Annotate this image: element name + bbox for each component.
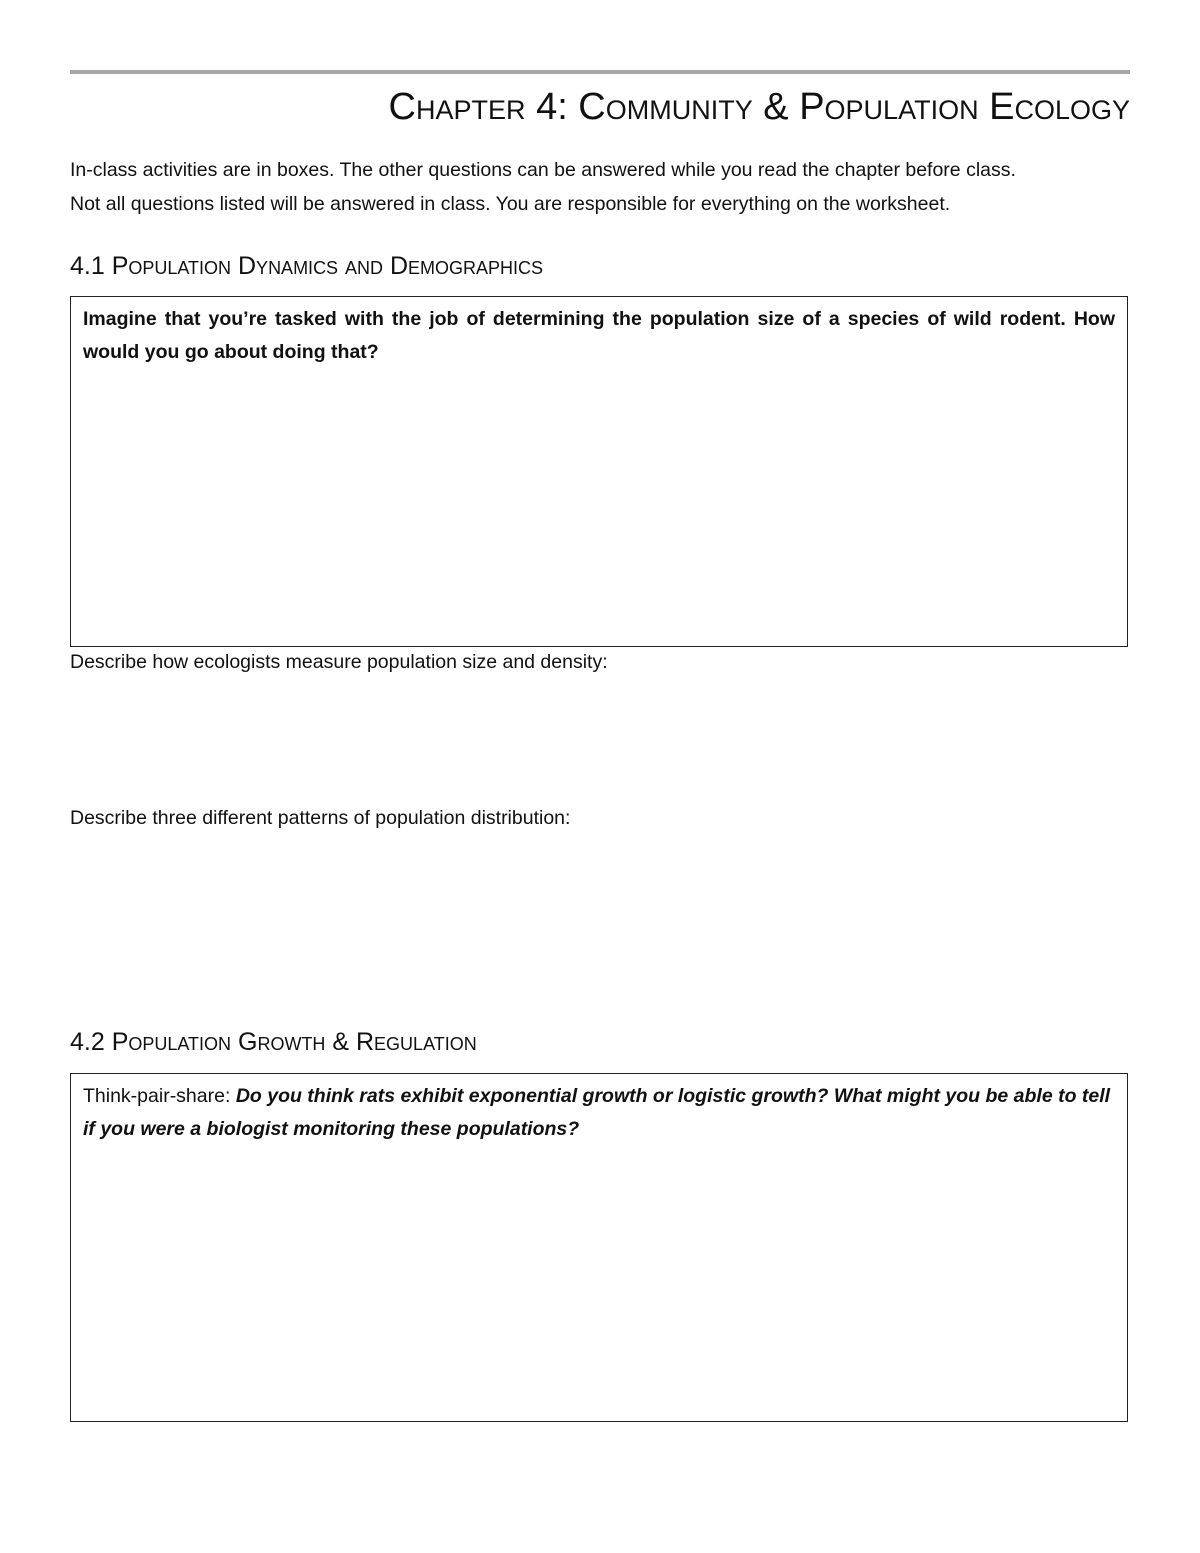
section-heading-4-1: 4.1 Population Dynamics and Demographics (70, 252, 544, 280)
intro-paragraph (70, 153, 1140, 221)
activity-box-4-1[interactable] (70, 296, 1128, 647)
chapter-title: Chapter 4: Community & Population Ecology (388, 86, 1130, 128)
intro-line-1: In-class activities are in boxes. The other questions can be answered while you read the chapter before class. (70, 159, 1016, 181)
activity-box-4-2[interactable] (70, 1073, 1128, 1422)
think-pair-share-label: Think-pair-share: (83, 1085, 236, 1107)
intro-line-2: Not all questions listed will be answered in class. You are responsible for everything on the worksheet. (70, 193, 951, 215)
activity-text-4-2 (83, 1080, 1115, 1146)
question-distribution-patterns: Describe three different patterns of population distribution: (70, 807, 571, 829)
question-population-size: Describe how ecologists measure population size and density: (70, 651, 608, 673)
header-rule (70, 70, 1130, 74)
activity-text-4-1: Imagine that you’re tasked with the job of determining the population size of a species of wild rodent. How would you go about doing that? (83, 308, 1115, 363)
section-heading-4-2: 4.2 Population Growth & Regulation (70, 1028, 477, 1056)
activity-question-4-2: Do you think rats exhibit exponential growth or logistic growth? What might you be able to tell if you were a biologist monitoring these populations? (83, 1085, 1111, 1140)
